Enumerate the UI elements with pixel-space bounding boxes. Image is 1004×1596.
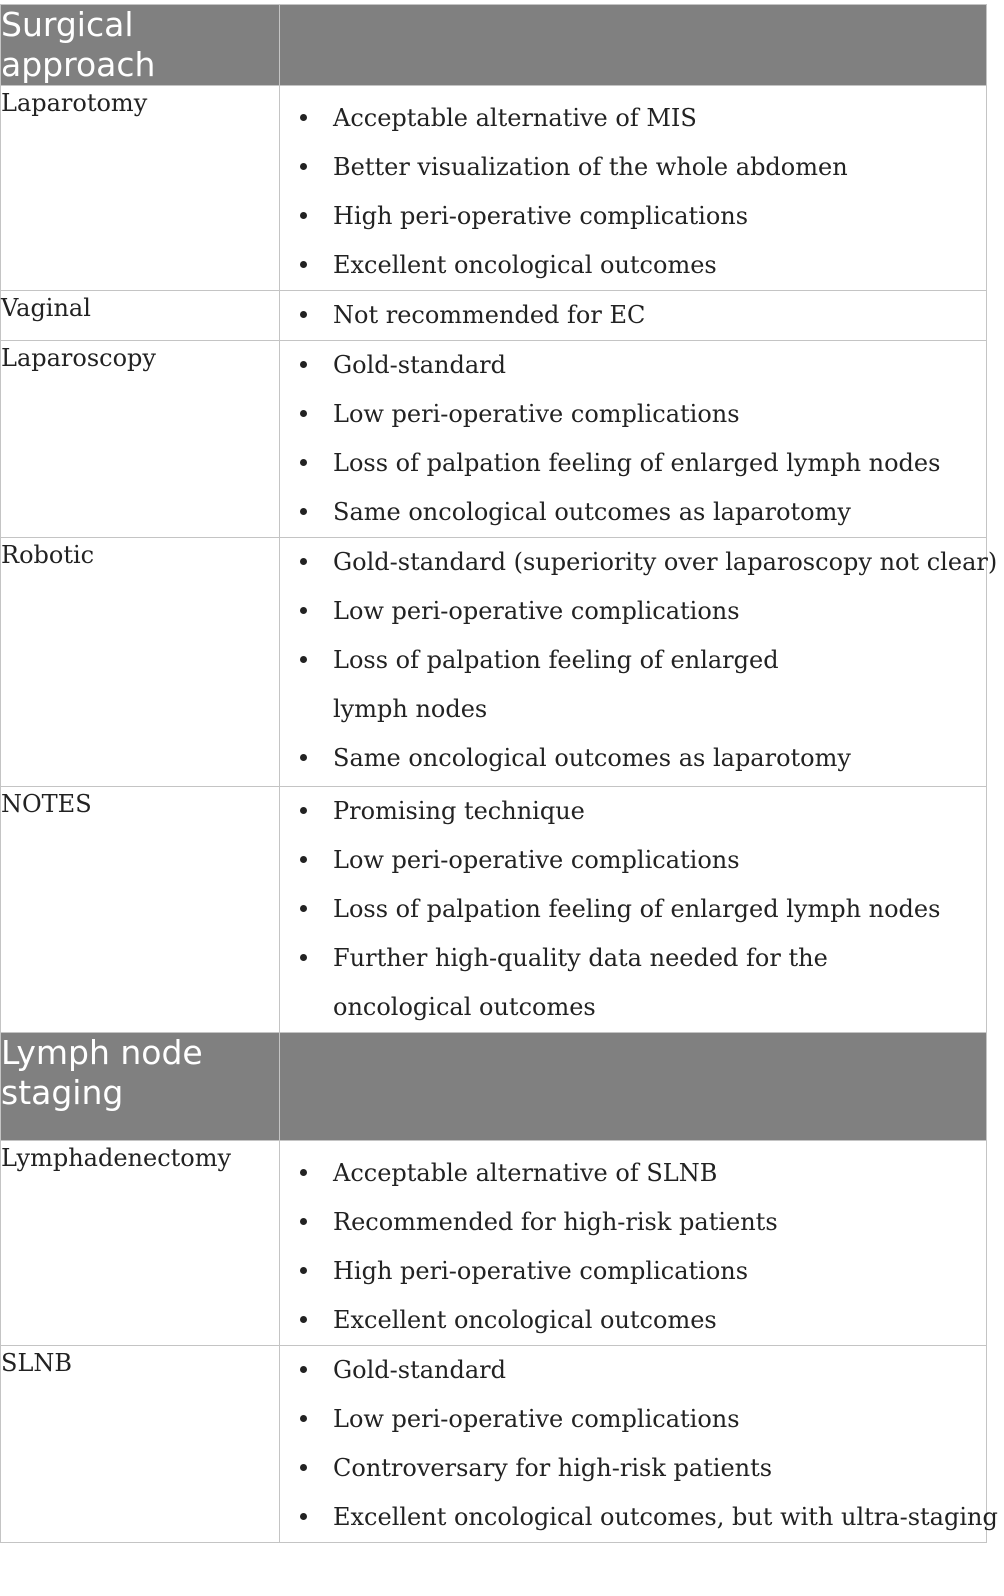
list-item [280,1198,986,1247]
bullet-icon [300,410,307,417]
list-item-text: Promising technique [333,797,585,825]
list-item [280,1346,986,1395]
bullet-icon [300,1415,307,1422]
list-item [280,787,986,836]
list-item [280,1149,986,1198]
list-item [280,1493,998,1542]
list-item-text: Not recommended for EC [333,301,646,329]
list-item-text: Low peri-operative complications [333,846,740,874]
bullet-list [280,86,986,290]
bullet-icon [300,1513,307,1520]
bullet-icon [300,954,307,961]
list-item [280,836,986,885]
bullet-icon [300,807,307,814]
row-points-cell [280,787,987,1033]
list-item [280,934,933,1032]
section-header-row [1,1033,987,1141]
row-label: SLNB [1,1346,280,1543]
list-item [280,587,986,636]
list-item [280,390,986,439]
bullet-list [280,1141,986,1345]
bullet-icon [300,1169,307,1176]
list-item-text: Low peri-operative complications [333,400,740,428]
bullet-icon [300,558,307,565]
list-item-text: Excellent oncological outcomes, but with ultra-staging [333,1503,998,1531]
table-row [1,1141,987,1346]
list-item-text: Excellent oncological outcomes [333,251,717,279]
bullet-icon [300,754,307,761]
section-heading-empty-cell [280,1033,987,1141]
bullet-icon [300,1316,307,1323]
row-label: Laparotomy [1,86,280,291]
bullet-icon [300,311,307,318]
list-item-text: Gold-standard [333,351,507,379]
list-item-text: Same oncological outcomes as laparotomy [333,744,851,772]
bullet-icon [300,856,307,863]
list-item [280,94,986,143]
list-item [280,538,998,587]
list-item-text: Low peri-operative complications [333,597,740,625]
list-item-text: Controversary for high-risk patients [333,1454,773,1482]
list-item-text: Gold-standard [333,1356,507,1384]
list-item [280,1395,986,1444]
section-header-row [1,5,987,86]
bullet-icon [300,905,307,912]
list-item-text: Excellent oncological outcomes [333,1306,717,1334]
bullet-list [280,1346,998,1542]
list-item-text: Low peri-operative complications [333,1405,740,1433]
bullet-icon [300,1267,307,1274]
bullet-icon [300,459,307,466]
list-item-text: High peri-operative complications [333,1257,749,1285]
list-item-text: Acceptable alternative of MIS [333,104,697,132]
bullet-icon [300,261,307,268]
row-label: Robotic [1,538,280,787]
bullet-list [280,341,986,537]
table-body [1,5,998,1543]
list-item-text: Acceptable alternative of SLNB [333,1159,718,1187]
section-heading: Lymph node staging [1,1033,280,1141]
list-item-text: Loss of palpation feeling of enlarged lymph nodes [333,449,941,477]
bullet-list [280,291,986,340]
bullet-icon [300,163,307,170]
list-item-text: Loss of palpation feeling of enlarged lymph nodes [333,895,941,923]
row-label: NOTES [1,787,280,1033]
row-points-cell [280,341,987,538]
table-row [1,291,987,341]
list-item [280,636,853,734]
bullet-icon [300,607,307,614]
list-item [280,143,986,192]
row-points-cell [280,538,998,787]
list-item [280,488,986,537]
bullet-icon [300,1366,307,1373]
table-row [1,86,987,291]
bullet-icon [300,1218,307,1225]
bullet-icon [300,656,307,663]
comparison-table [0,4,998,1543]
list-item-text: Recommended for high-risk patients [333,1208,778,1236]
table-row [1,538,987,787]
list-item [280,291,986,340]
bullet-icon [300,361,307,368]
row-points-cell [280,86,987,291]
list-item [280,439,986,488]
row-label: Vaginal [1,291,280,341]
bullet-list [280,787,986,1032]
list-item-text: Gold-standard (superiority over laparoscopy not clear) [333,548,998,576]
row-points-cell [280,291,987,341]
list-item-text: Loss of palpation feeling of enlarged lymph nodes [333,646,779,723]
list-item-text: Same oncological outcomes as laparotomy [333,498,851,526]
bullet-icon [300,508,307,515]
section-heading-empty-cell [280,5,987,86]
list-item [280,1296,986,1345]
list-item-text: Better visualization of the whole abdomen [333,153,848,181]
row-points-cell [280,1346,998,1543]
list-item [280,734,986,783]
bullet-list [280,538,998,783]
table-row [1,1346,987,1543]
list-item [280,192,986,241]
row-label: Lymphadenectomy [1,1141,280,1346]
bullet-icon [300,1464,307,1471]
list-item-text: High peri-operative complications [333,202,749,230]
list-item [280,1247,986,1296]
list-item [280,885,986,934]
bullet-icon [300,114,307,121]
bullet-icon [300,212,307,219]
row-points-cell [280,1141,987,1346]
row-label: Laparoscopy [1,341,280,538]
list-item-text: Further high-quality data needed for the oncological outcomes [333,944,828,1021]
list-item [280,1444,986,1493]
table-row [1,787,987,1033]
section-heading: Surgical approach [1,5,280,86]
list-item [280,341,986,390]
list-item [280,241,986,290]
table-row [1,341,987,538]
